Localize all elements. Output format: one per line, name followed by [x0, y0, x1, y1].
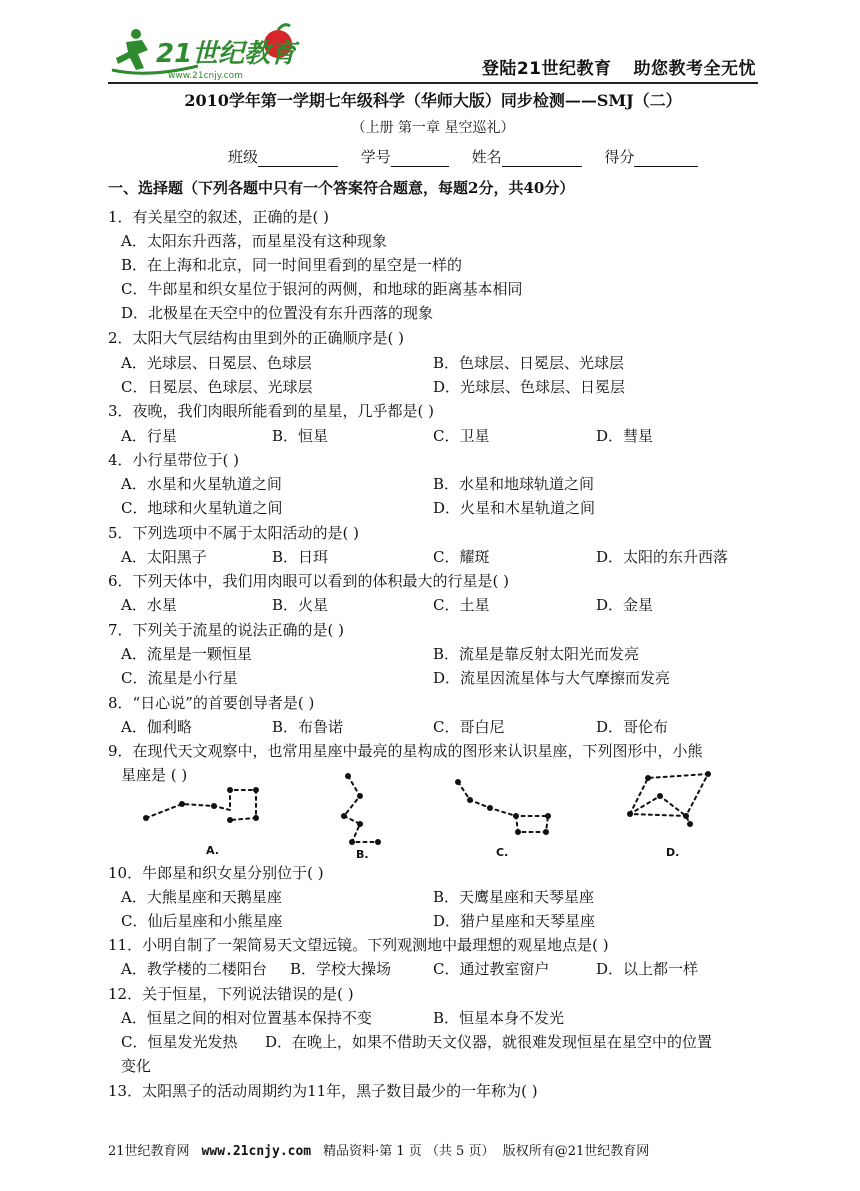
q3-option-b: B．恒星 [272, 427, 329, 445]
question-12: 12．关于恒星，下列说法错误的是( ) [108, 985, 354, 1003]
q10-option-b: B．天鹰星座和天琴星座 [433, 888, 595, 906]
name-blank[interactable] [502, 150, 582, 167]
q11-option-a: A．教学楼的二楼阳台 [121, 960, 267, 978]
q12-option-b: B．恒星本身不发光 [433, 1009, 565, 1027]
slogan-left: 登陆21世纪教育 [481, 59, 612, 79]
q7-option-a: A．流星是一颗恒星 [121, 645, 252, 663]
q7-option-c: C．流星是小行星 [121, 669, 238, 687]
q4-option-c: C．地球和火星轨道之间 [121, 499, 283, 517]
question-11: 11．小明自制了一架简易天文望远镜。下列观测地中最理想的观星地点是( ) [108, 936, 609, 954]
q11-option-b: B．学校大操场 [290, 960, 392, 978]
figure-a-label: A. [206, 844, 219, 857]
figure-c-lines [458, 782, 548, 832]
q7-option-b: B．流星是靠反射太阳光而发亮 [433, 645, 640, 663]
q11-option-d: D．以上都一样 [596, 960, 699, 978]
name-label: 姓名 [471, 148, 502, 166]
q5-option-c: C．耀斑 [433, 548, 490, 566]
footer-page-info: 精品资料·第 1 页 （共 5 页） [323, 1144, 495, 1159]
question-13: 13．太阳黑子的活动周期约为11年，黑子数目最少的一年称为( ) [108, 1082, 538, 1100]
q8-option-b: B．布鲁诺 [272, 718, 344, 736]
q3-option-d: D．彗星 [596, 427, 654, 445]
q8-option-a: A．伽利略 [121, 718, 192, 736]
figure-c-label: C. [496, 846, 509, 859]
score-label: 得分 [604, 148, 635, 166]
question-5: 5．下列选项中不属于太阳活动的是( ) [108, 524, 360, 542]
q10-option-c: C．仙后星座和小熊星座 [121, 912, 283, 930]
page-header [108, 20, 758, 84]
page-title: 2010学年第一学期七年级科学（华师大版）同步检测——SMJ（二） [184, 91, 682, 110]
q6-option-d: D．金星 [596, 596, 654, 614]
section-title: 一、选择题（下列各题中只有一个答案符合题意，每题2分，共40分） [108, 179, 575, 197]
question-9-cont: 星座是 ( ) [121, 766, 188, 784]
logo-21cnjy [108, 20, 318, 84]
q5-option-d: D．太阳的东升西落 [596, 548, 729, 566]
header-rule [108, 82, 758, 84]
class-blank[interactable] [258, 150, 338, 167]
question-7: 7．下列关于流星的说法正确的是( ) [108, 621, 345, 639]
question-3: 3．夜晚，我们肉眼所能看到的星星，几乎都是( ) [108, 402, 435, 420]
id-label: 学号 [360, 148, 391, 166]
header-slogan [460, 54, 756, 79]
q4-option-b: B．水星和地球轨道之间 [433, 475, 595, 493]
figure-a-lines [146, 790, 256, 820]
q12-option-c: C．恒星发光发热 [121, 1033, 238, 1051]
q2-option-a: A．光球层、日冕层、色球层 [121, 354, 312, 372]
q4-option-d: D．火星和木星轨道之间 [433, 499, 596, 517]
figure-d-lines [630, 774, 708, 824]
q1-option-a: A．太阳东升西落，而星星没有这种现象 [121, 232, 387, 250]
figure-b-lines [344, 776, 378, 842]
q6-option-b: B．火星 [272, 596, 329, 614]
q10-option-d: D．猎户星座和天琴星座 [433, 912, 596, 930]
logo-text: 21世纪教育 [156, 39, 297, 69]
class-label: 班级 [228, 148, 259, 166]
student-info-line [228, 146, 716, 167]
q11-option-c: C．通过教室窗户 [433, 960, 550, 978]
q2-option-b: B．色球层、日冕层、光球层 [433, 354, 625, 372]
constellation-figures [130, 766, 750, 862]
q1-option-b: B．在上海和北京，同一时间里看到的星空是一样的 [121, 256, 463, 274]
q5-option-a: A．太阳黑子 [121, 548, 207, 566]
question-6: 6．下列天体中，我们用肉眼可以看到的体积最大的行星是( ) [108, 572, 510, 590]
q3-option-c: C．卫星 [433, 427, 490, 445]
q2-option-d: D．光球层、色球层、日冕层 [433, 378, 626, 396]
question-9: 9．在现代天文观察中，也常用星座中最亮的星构成的图形来认识星座，下列图形中，小熊 [108, 742, 703, 760]
question-1: 1．有关星空的叙述，正确的是( ) [108, 208, 330, 226]
q10-option-a: A．大熊星座和天鹅星座 [121, 888, 282, 906]
footer-left: 21世纪教育网 [108, 1144, 190, 1159]
question-4: 4．小行星带位于( ) [108, 451, 240, 469]
figure-d-label: D. [666, 846, 680, 859]
question-8: 8．“日心说”的首要创导者是( ) [108, 694, 315, 712]
q8-option-d: D．哥伦布 [596, 718, 669, 736]
slogan-right: 助您教考全无忧 [633, 59, 756, 79]
q1-option-d: D．北极星在天空中的位置没有东升西落的现象 [121, 304, 434, 322]
id-blank[interactable] [391, 150, 449, 167]
page-footer [108, 1140, 649, 1159]
q3-option-a: A．行星 [121, 427, 177, 445]
q4-option-a: A．水星和火星轨道之间 [121, 475, 282, 493]
q6-option-c: C．土星 [433, 596, 490, 614]
q1-option-c: C．牛郎星和织女星位于银河的两侧，和地球的距离基本相同 [121, 280, 523, 298]
footer-copyright: 版权所有@21世纪教育网 [502, 1144, 650, 1159]
logo-url: www.21cnjy.com [168, 71, 243, 81]
q8-option-c: C．哥白尼 [433, 718, 505, 736]
figure-b-label: B. [356, 848, 369, 861]
score-blank[interactable] [634, 150, 698, 167]
question-2: 2．太阳大气层结构由里到外的正确顺序是( ) [108, 329, 405, 347]
q7-option-d: D．流星因流星体与大气摩擦而发亮 [433, 669, 671, 687]
q6-option-a: A．水星 [121, 596, 177, 614]
q5-option-b: B．日珥 [272, 548, 329, 566]
q2-option-c: C．日冕层、色球层、光球层 [121, 378, 313, 396]
q12-option-a: A．恒星之间的相对位置基本保持不变 [121, 1009, 372, 1027]
q12-option-d: D．在晚上，如果不借助天文仪器，就很难发现恒星在星空中的位置 [265, 1033, 713, 1051]
q12-option-d-cont: 变化 [121, 1057, 152, 1075]
footer-site-link[interactable]: www.21cnjy.com [201, 1144, 312, 1159]
page-subtitle: （上册 第一章 星空巡礼） [351, 120, 515, 136]
question-10: 10．牛郎星和织女星分别位于( ) [108, 864, 324, 882]
